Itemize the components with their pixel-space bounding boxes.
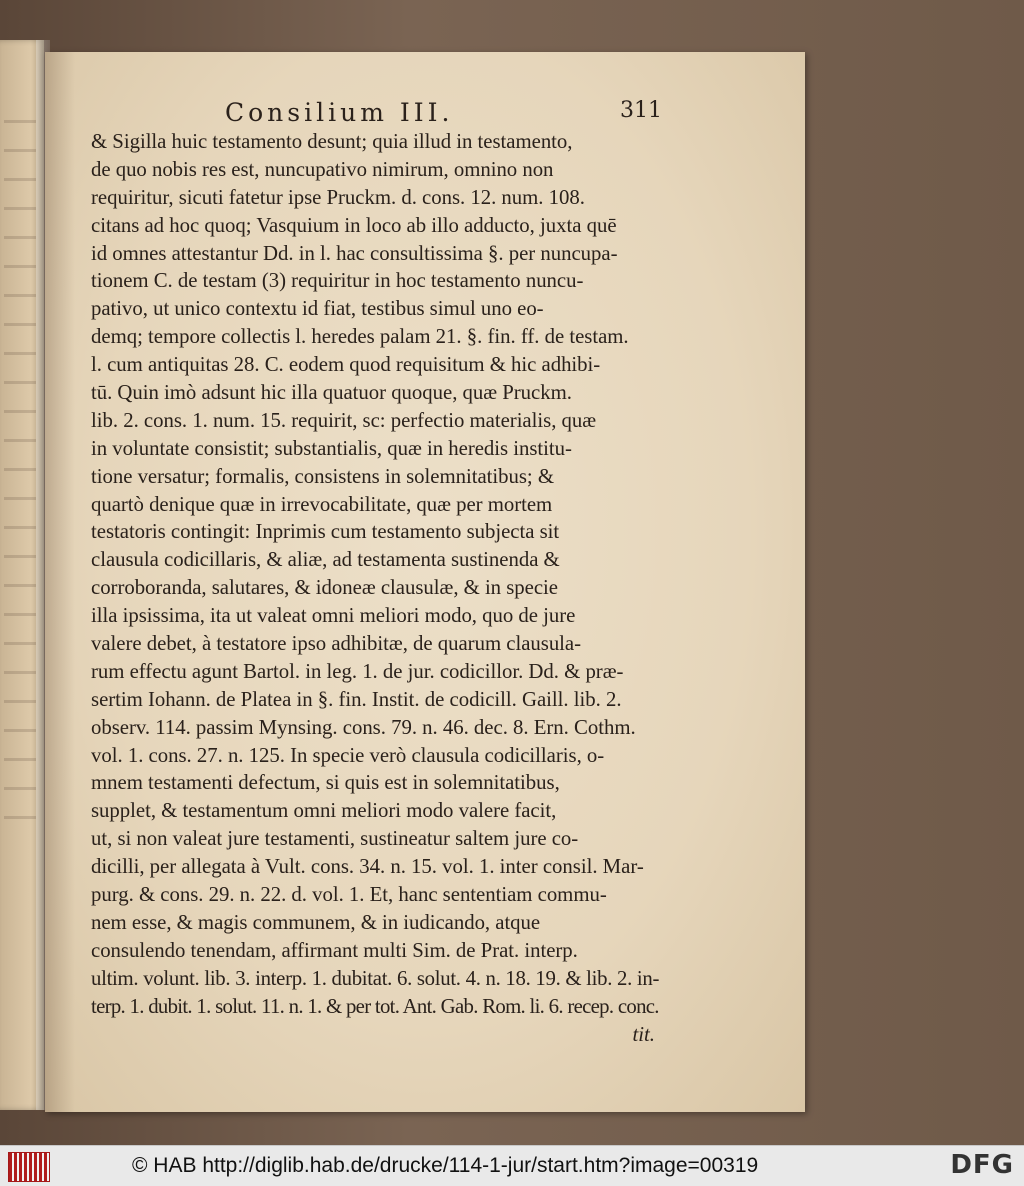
text-line: dicilli, per allegata à Vult. cons. 34. n. 15. vol. 1. inter consil. Mar- xyxy=(91,855,644,879)
text-line: quartò denique quæ in irrevocabilitate, quæ per mortem xyxy=(91,492,553,516)
text-line: id omnes attestantur Dd. in l. hac consultissima §. per nuncupa- xyxy=(91,241,618,265)
text-line: sertim Iohann. de Platea in §. fin. Instit. de codicill. Gaill. lib. 2. xyxy=(91,687,622,711)
text-line: terp. 1. dubit. 1. solut. 11. n. 1. & per tot. Ant. Gab. Rom. li. 6. recep. conc. xyxy=(91,994,659,1018)
previous-page-bleed-text xyxy=(4,120,36,820)
text-line: tū. Quin imò adsunt hic illa quatuor quoque, quæ Pruckm. xyxy=(91,381,572,405)
text-line: illa ipsissima, ita ut valeat omni meliori modo, quo de jure xyxy=(91,604,576,628)
text-line: mnem testamenti defectum, si quis est in solemnitatibus, xyxy=(91,771,560,795)
text-line: tione versatur; formalis, consistens in solemnitatibus; & xyxy=(91,464,554,488)
viewer-footer xyxy=(0,1145,1024,1186)
text-line: corroboranda, salutares, & idoneæ clausulæ, & in specie xyxy=(91,576,558,600)
copyright-url[interactable]: © HAB http://diglib.hab.de/drucke/114-1-jur/start.htm?image=00319 xyxy=(132,1154,759,1177)
text-line: in voluntate consistit; substantialis, quæ in heredis institu- xyxy=(91,436,572,460)
text-line: observ. 114. passim Mynsing. cons. 79. n. 46. dec. 8. Ern. Cothm. xyxy=(91,715,636,739)
text-line: supplet, & testamentum omni meliori modo valere facit, xyxy=(91,799,557,823)
text-line: nem esse, & magis communem, & in iudicando, atque xyxy=(91,910,541,934)
text-line: consulendo tenendam, affirmant multi Sim. de Prat. interp. xyxy=(91,938,578,962)
text-line: tionem C. de testam (3) requiritur in hoc testamento nuncu- xyxy=(91,269,584,293)
text-line: requiritur, sicuti fatetur ipse Pruckm. d. cons. 12. num. 108. xyxy=(91,185,585,209)
text-line: valere debet, à testatore ipso adhibitæ, de quarum clausula- xyxy=(91,632,582,656)
text-line: ut, si non valeat jure testamenti, sustineatur saltem jure co- xyxy=(91,827,579,851)
catchword-line xyxy=(91,1021,661,1049)
text-line: clausula codicillaris, & aliæ, ad testamenta sustinenda & xyxy=(91,548,560,572)
text-line: testatoris contingit: Inprimis cum testamento subjecta sit xyxy=(91,520,560,544)
text-line: demq; tempore collectis l. heredes palam 21. §. fin. ff. de testam. xyxy=(91,325,629,349)
text-line: pativo, ut unico contextu id fiat, testibus simul uno eo- xyxy=(91,297,544,321)
text-line: lib. 2. cons. 1. num. 15. requirit, sc: perfectio materialis, quæ xyxy=(91,408,597,432)
text-line: rum effectu agunt Bartol. in leg. 1. de jur. codicillor. Dd. & præ- xyxy=(91,659,624,683)
text-line: vol. 1. cons. 27. n. 125. In specie verò clausula codicillaris, o- xyxy=(91,743,605,767)
dfg-logo-icon[interactable]: DFG xyxy=(950,1150,1014,1180)
running-head: Consilium III. xyxy=(225,98,454,127)
text-block xyxy=(91,128,661,1048)
text-line: purg. & cons. 29. n. 22. d. vol. 1. Et, hanc sententiam commu- xyxy=(91,883,607,907)
text-line: l. cum antiquitas 28. C. eodem quod requisitum & hic adhibi- xyxy=(91,353,601,377)
catchword: tit. xyxy=(632,1022,655,1046)
gutter-shadow xyxy=(45,52,75,1112)
book-page xyxy=(45,52,805,1112)
text-line: & Sigilla huic testamento desunt; quia illud in testamento, xyxy=(91,130,573,153)
hab-barcode-logo-icon[interactable] xyxy=(8,1152,50,1182)
text-line: citans ad hoc quoq; Vasquium in loco ab illo adducto, juxta quē xyxy=(91,213,617,237)
text-line: ultim. volunt. lib. 3. interp. 1. dubitat. 6. solut. 4. n. 18. 19. & lib. 2. in- xyxy=(91,966,660,990)
text-line: de quo nobis res est, nuncupativo nimirum, omnino non xyxy=(91,157,554,181)
page-number: 311 xyxy=(620,98,662,123)
